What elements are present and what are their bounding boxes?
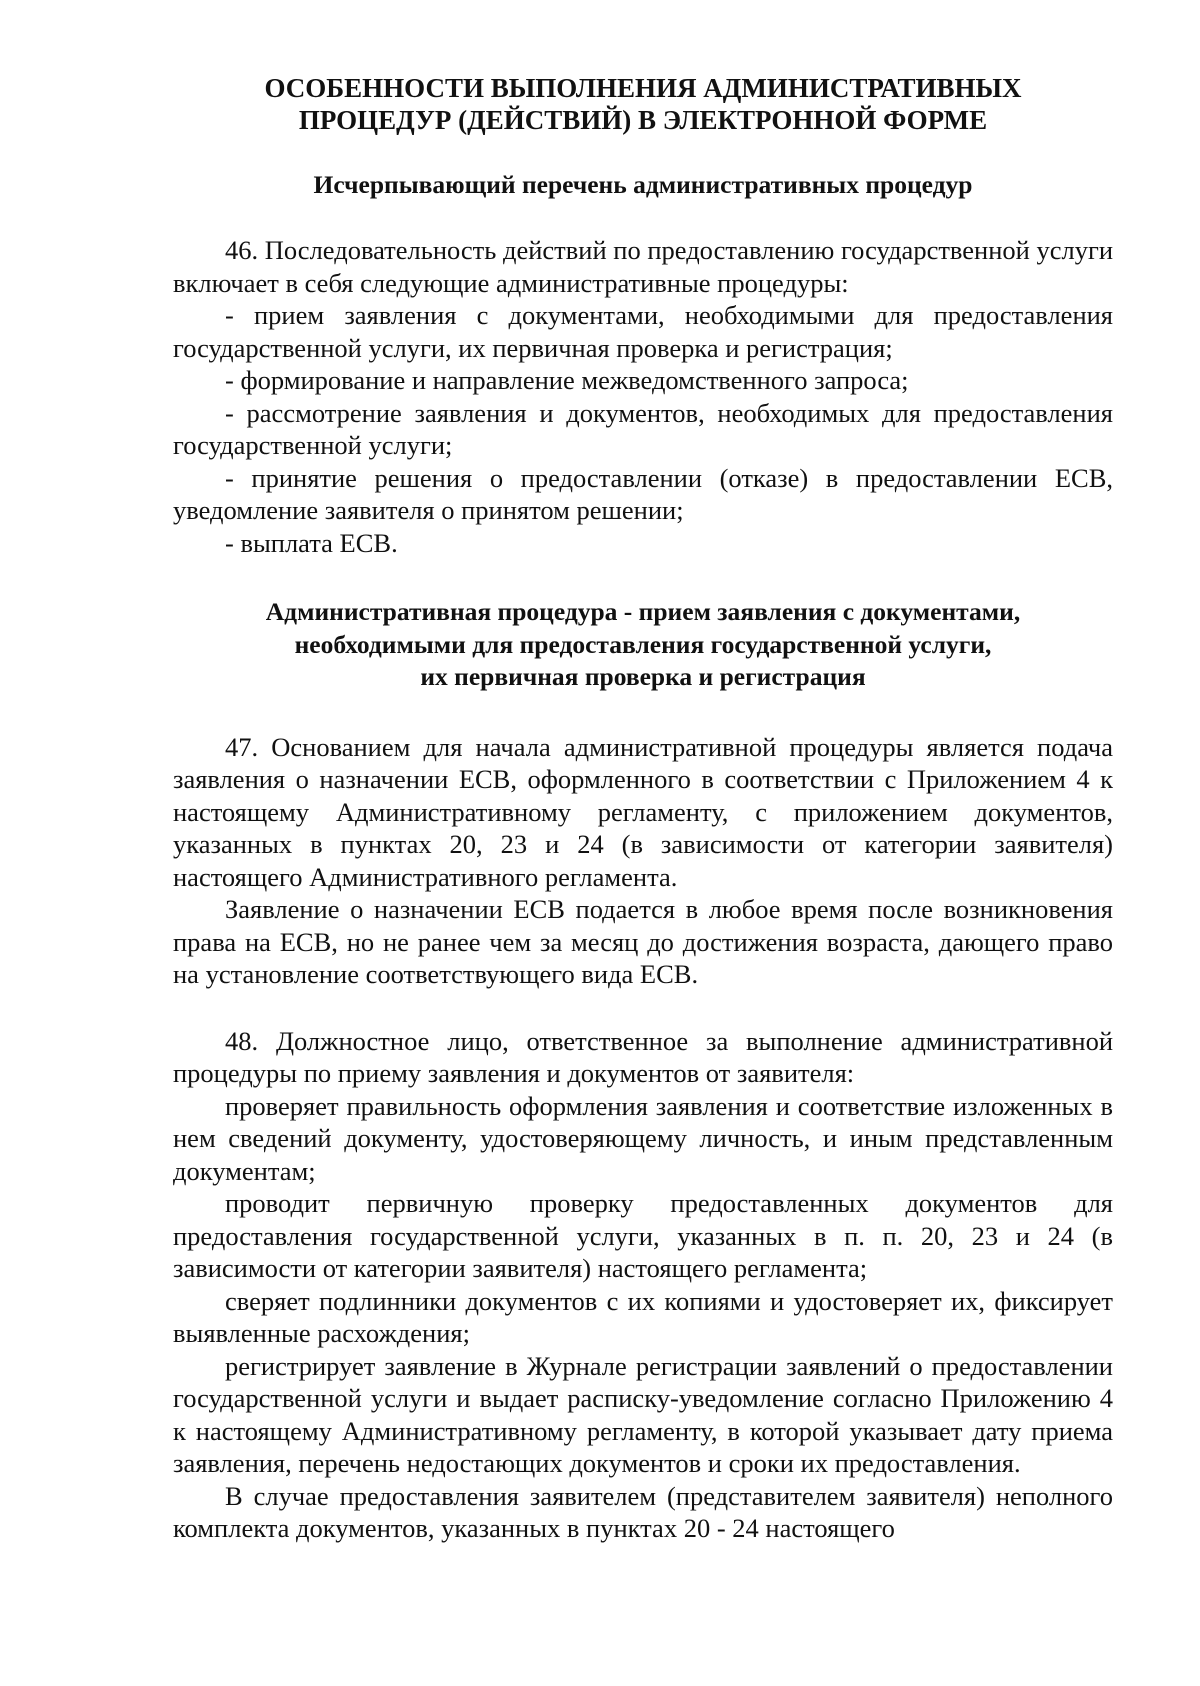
heading-line-1: Административная процедура - прием заявления с документами, — [265, 597, 1021, 626]
paragraph-48: 48. Должностное лицо, ответственное за выполнение административной процедуры по приему заявления и документов от заявителя: — [173, 1025, 1113, 1088]
section-subtitle: Исчерпывающий перечень административных процедур — [313, 170, 973, 199]
paragraph-46: 46. Последовательность действий по предоставлению государственной услуги включает в себя следующие административные процедуры: — [173, 235, 1113, 298]
paragraph-48-primary-check: проводит первичную проверку предоставленных документов для предоставления государственной услуги, указанных в п. п. 20, 23 и 24 (в зависимости от категории заявителя) настоящего регламента; — [173, 1188, 1113, 1283]
paragraph-47-application: Заявление о назначении ЕСВ подается в любое время после возникновения права на ЕСВ, но не ранее чем за месяц до достижения возраста, дающего право на установление соответствующего вида ЕСВ. — [173, 894, 1113, 989]
document-title — [173, 72, 1113, 136]
list-item-procedure-1: - прием заявления с документами, необходимыми для предоставления государственной услуги, их первичная проверка и регистрация; — [173, 300, 1113, 363]
heading-line-2: необходимыми для предоставления государственной услуги, — [294, 629, 992, 659]
document-body — [173, 72, 1113, 1545]
paragraph-48-register: регистрирует заявление в Журнале регистрации заявлений о предоставлении государственной услуги и выдает расписку-уведомление согласно Приложению 4 к настоящему Административному регламенту, в которой указывает дату приема заявления, перечень недостающих документов и сроки их предоставления. — [173, 1350, 1113, 1478]
list-item-procedure-4: - принятие решения о предоставлении (отказе) в предоставлении ЕСВ, уведомление заявителя о принятом решении; — [173, 462, 1113, 525]
title-line-1: ОСОБЕННОСТИ ВЫПОЛНЕНИЯ АДМИНИСТРАТИВНЫХ — [264, 73, 1022, 103]
paragraph-48-verify-copies: сверяет подлинники документов с их копиями и удостоверяет их, фиксирует выявленные расхождения; — [173, 1285, 1113, 1348]
paragraph-47: 47. Основанием для начала административной процедуры является подача заявления о назначении ЕСВ, оформленного в соответствии с Приложением 4 к настоящему Административному регламенту, с приложением документов, указанных в пунктах 20, 23 и 24 (в зависимости от категории заявителя) настоящего Административного регламента. — [173, 731, 1113, 892]
paragraph-48-checks: проверяет правильность оформления заявления и соответствие изложенных в нем сведений документу, удостоверяющему личность, и иным представленным документам; — [173, 1090, 1113, 1186]
paragraph-48-incomplete: В случае предоставления заявителем (представителем заявителя) неполного комплекта документов, указанных в пунктах 20 - 24 настоящего — [173, 1480, 1113, 1543]
list-item-procedure-3: - рассмотрение заявления и документов, необходимых для предоставления государственной услуги; — [173, 397, 1113, 460]
list-item-procedure-2: - формирование и направление межведомственного запроса; — [225, 365, 909, 395]
title-line-2: ПРОЦЕДУР (ДЕЙСТВИЙ) В ЭЛЕКТРОННОЙ ФОРМЕ — [298, 105, 988, 135]
heading-line-3: их первичная проверка и регистрация — [420, 662, 866, 691]
paragraph-spacer — [173, 991, 1113, 1025]
list-item-procedure-5: - выплата ЕСВ. — [225, 527, 398, 558]
section-heading-reception — [173, 596, 1113, 694]
